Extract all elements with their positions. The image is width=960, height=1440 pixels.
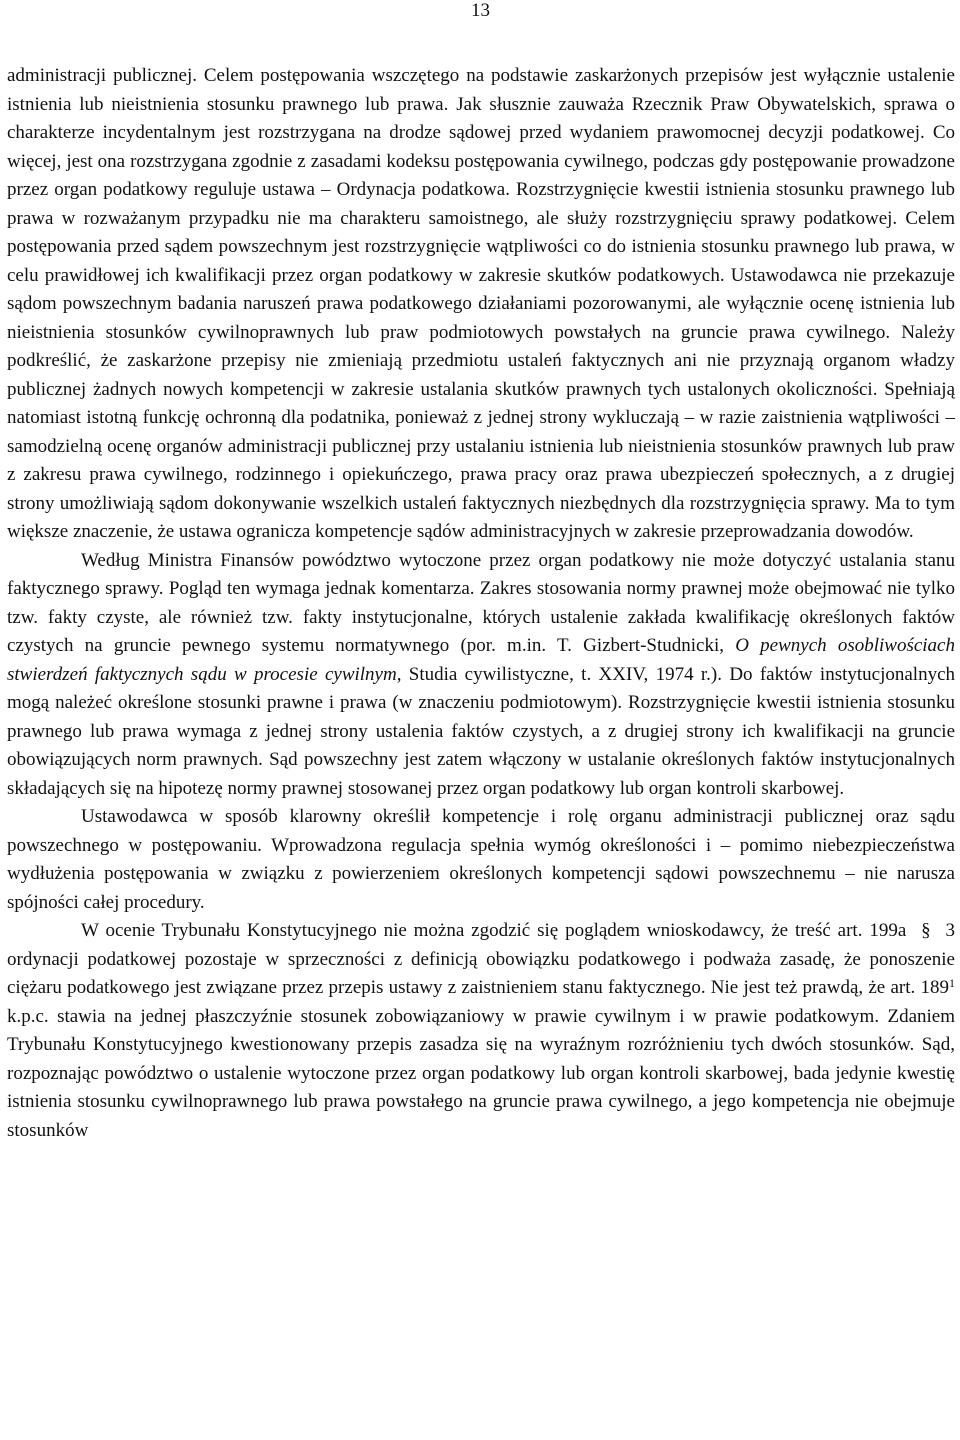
paragraph	[7, 547, 955, 804]
text-run: 3 ordynacji podatkowej pozostaje w sprzeczności z definicją obowiązku podatkowego i podważa zasadę, że ponoszenie ciężaru podatkowego jest związane przez przepis ustawy z zaistnieniem stanu faktycznego. Nie jest też prawdą, że art. 189	[7, 920, 956, 998]
section-sign: §	[921, 920, 931, 941]
text-run: k.p.c. stawia na jednej płaszczyźnie stosunek zobowiązaniowy w prawie cywilnym i w prawie podatkowym. Zdaniem Trybunału Konstytucyjnego kwestionowany przepis zasadza się na wyraźnym rozróżnieniu tych dwóch stosunków. Sąd, rozpoznając powództwo o ustalenie wytoczone przez organ podatkowy lub organ kontroli skarbowej, bada jedynie kwestię istnienia stosunku cywilnoprawnego lub prawa powstałego na gruncie prawa cywilnego, a jego kompetencja nie obejmuje stosunków	[7, 1005, 955, 1141]
text-run: Ustawodawca w sposób klarowny określił kompetencje i rolę organu administracji publicznej oraz sądu powszechnego w postępowaniu. Wprowadzona regulacja spełnia wymóg określoności i – pomimo niebezpieczeństwa wydłużenia postępowania w związku z powierzeniem określonych kompetencji sądowi powszechnemu – nie narusza spójności całej procedury.	[7, 806, 955, 913]
text-run: W ocenie Trybunału Konstytucyjnego nie można zgodzić się poglądem wnioskodawcy, że treść art. 199a	[81, 920, 914, 941]
italic-citation: O pewnych osobliwościach stwierdzeń faktycznych sądu w procesie cywilnym,	[7, 635, 955, 685]
paragraph	[7, 917, 955, 1145]
text-run: administracji publicznej. Celem postępowania wszczętego na podstawie zaskarżonych przepisów jest wyłącznie ustalenie istnienia lub nieistnienia stosunku prawnego lub prawa. Jak słusznie zauważa Rzecznik Praw Obywatelskich, sprawa o charakterze incydentalnym jest rozstrzygana na drodze sądowej przed wydaniem prawomocnej decyzji podatkowej. Co więcej, jest ona rozstrzygana zgodnie z zasadami kodeksu postępowania cywilnego, podczas gdy postępowanie prowadzone przez organ podatkowy reguluje ustawa – Ordynacja podatkowa. Rozstrzygnięcie kwestii istnienia stosunku prawnego lub prawa w rozważanym przypadku nie ma charakteru samoistnego, ale służy rozstrzygnięciu sprawy podatkowej. Celem postępowania przed sądem powszechnym jest rozstrzygnięcie wątpliwości co do istnienia stosunku prawnego lub prawa, w celu prawidłowej ich kwalifikacji przez organ podatkowy w zakresie skutków podatkowych. Ustawodawca nie przekazuje sądom powszechnym badania naruszeń prawa podatkowego działaniami pozorowanymi, ale wyłącznie ocenę istnienia lub nieistnienia stosunków cywilnoprawnych lub praw podmiotowych powstałych na gruncie prawa cywilnego. Należy podkreślić, że zaskarżone przepisy nie zmieniają przedmiotu ustaleń faktycznych ani nie przyznają organom władzy publicznej żadnych nowych kompetencji w zakresie ustalania skutków prawnych tych ustalonych okoliczności. Spełniają natomiast istotną funkcję ochronną dla podatnika, ponieważ z jednej strony wykluczają – w razie zaistnienia wątpliwości – samodzielną ocenę organów administracji publicznej przy ustalaniu istnienia lub nieistnienia stosunków prawnych lub praw z zakresu prawa cywilnego, rodzinnego i opiekuńczego, prawa pracy oraz prawa ubezpieczeń społecznych, a z drugiej strony umożliwiają sądom dokonywanie wszelkich ustaleń faktycznych niezbędnych dla rozstrzygnięcia sprawy. Ma to tym większe znaczenie, że ustawa ogranicza kompetencje sądów administracyjnych w zakresie przeprowadzania dowodów.	[7, 65, 955, 542]
superscript: 1	[949, 976, 955, 990]
page-number: 13	[471, 0, 490, 21]
paragraph	[7, 62, 955, 547]
text-run: Według Ministra Finansów powództwo wytoczone przez organ podatkowy nie może dotyczyć ustalania stanu faktycznego sprawy. Pogląd ten wymaga jednak komentarza. Zakres stosowania normy prawnej może obejmować nie tylko tzw. fakty czyste, ale również tzw. fakty instytucjonalne, których ustalenie zakłada kwalifikację określonych faktów czystych na gruncie pewnego systemu normatywnego (por. m.in. T. Gizbert-Studnicki,	[7, 549, 955, 656]
paragraph	[7, 803, 955, 917]
text-run: Studia cywilistyczne, t. XXIV, 1974 r.). Do faktów instytucjonalnych mogą należeć określone stosunki prawne i prawa (w znaczeniu podmiotowym). Rozstrzygnięcie kwestii istnienia stosunku prawnego lub prawa wymaga z jednej strony ustalenia faktów czystych, a z drugiej strony ich kwalifikacji na gruncie obowiązujących norm prawnych. Sąd powszechny jest zatem włączony w ustalanie określonych faktów instytucjonalnych składających się na hipotezę normy prawnej stosowanej przez organ podatkowy lub organ kontroli skarbowej.	[7, 663, 956, 799]
document-body	[7, 62, 955, 1145]
